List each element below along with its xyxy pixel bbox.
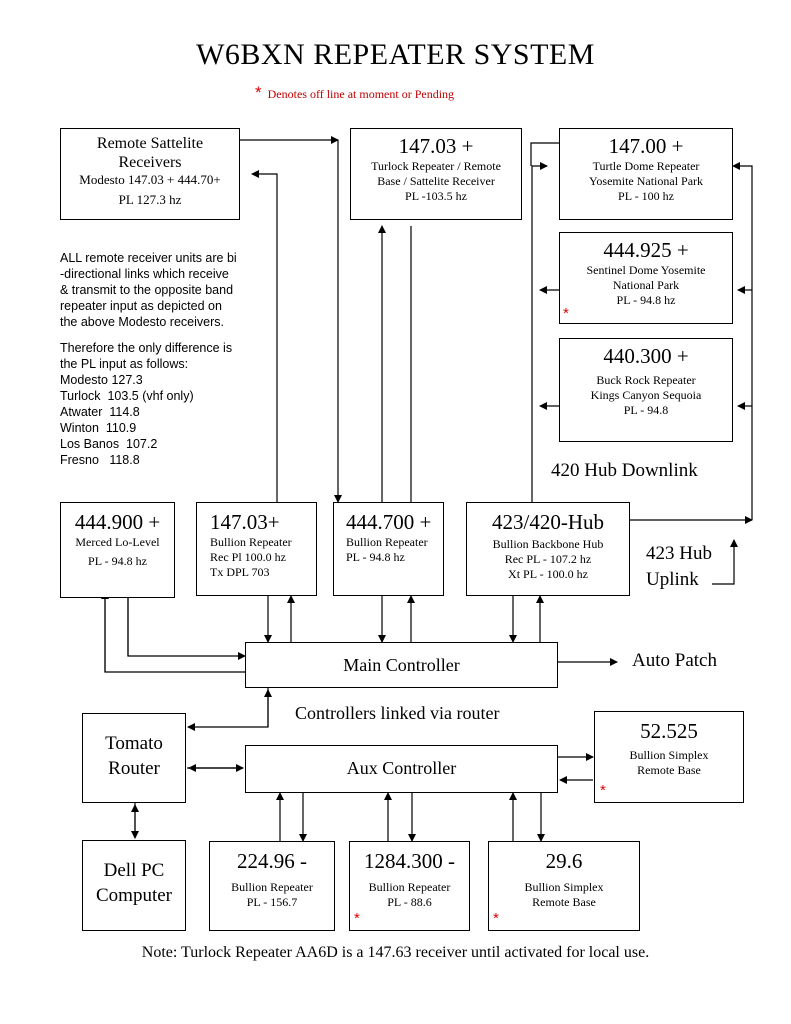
page-title: W6BXN REPEATER SYSTEM: [196, 38, 595, 71]
dell-pc-box: [82, 840, 186, 931]
tomato-router-line2: Router: [108, 758, 160, 779]
wire-right-to-turtle: [733, 166, 752, 520]
pl-list-item: Fresno 118.8: [60, 453, 140, 467]
merced-line1: Merced Lo-Level: [75, 535, 160, 549]
sentinel-dome-line1: Sentinel Dome Yosemite: [586, 263, 706, 277]
simplex-52-box: [594, 711, 744, 803]
pl-list-item: Turlock 103.5 (vhf only): [60, 389, 194, 403]
hub-423-line2: Rec PL - 107.2 hz: [504, 552, 592, 566]
bullion-147-box: [196, 502, 317, 596]
tomato-router-line1: Tomato: [105, 733, 163, 754]
remote-satellite-box: [60, 128, 240, 220]
bullion-1284-line1: Bullion Repeater: [368, 880, 451, 894]
turtle-dome-line1: Turtle Dome Repeater: [592, 159, 700, 173]
dell-pc-line1: Dell PC: [103, 860, 165, 881]
bullion-1284-freq: 1284.300 -: [364, 849, 455, 873]
simplex-29-freq: 29.6: [545, 849, 583, 873]
main-controller-box: [245, 642, 558, 688]
simplex-29-offline-star: *: [493, 910, 499, 927]
remote-satellite-line2: Receivers: [118, 154, 182, 171]
sentinel-dome-pl: PL - 94.8 hz: [616, 293, 676, 307]
hub-downlink-label: 420 Hub Downlink: [551, 460, 698, 481]
turlock-pl: PL -103.5 hz: [405, 189, 467, 203]
wire-merced-main-b: [128, 598, 245, 656]
bullion-1284-pl: PL - 88.6: [387, 895, 432, 909]
buck-rock-line2: Kings Canyon Sequoia: [590, 388, 702, 402]
legend-text: Denotes off line at moment or Pending: [267, 87, 455, 101]
pl-list: [60, 372, 290, 468]
buck-rock-pl: PL - 94.8: [623, 403, 669, 417]
hub-uplink-label-line2: Uplink: [646, 569, 699, 590]
legend-star: *: [255, 83, 262, 102]
footer-note: Note: Turlock Repeater AA6D is a 147.63 receiver until activated for local use.: [141, 944, 650, 961]
turlock-line2: Base / Sattelite Receiver: [377, 174, 495, 188]
hub-uplink-label-line1: 423 Hub: [646, 543, 712, 564]
info-note-para1: ALL remote receiver units are bi -directional links which receive & transmit to the opposite band repeater input as depicted on the above Modesto receivers.: [60, 251, 237, 329]
sentinel-dome-box: [559, 232, 733, 324]
hub-423-line3: Xt PL - 100.0 hz: [508, 567, 588, 581]
bullion-444-pl: PL - 94.8 hz: [346, 550, 405, 564]
wire-turtle-to-hub: [531, 143, 559, 166]
bullion-444-box: [333, 502, 444, 596]
legend: [255, 83, 454, 103]
aux-controller-label: Aux Controller: [346, 758, 457, 778]
merced-freq: 444.900 +: [74, 510, 161, 534]
bullion-224-freq: 224.96 -: [237, 849, 307, 873]
bullion-444-line1: Bullion Repeater: [346, 535, 428, 549]
turtle-dome-box: [559, 128, 733, 220]
simplex-52-line2: Remote Base: [637, 763, 701, 777]
pl-list-item: Atwater 114.8: [60, 405, 140, 419]
merced-box: [60, 502, 175, 598]
aux-controller-box: [245, 745, 558, 793]
turtle-dome-pl: PL - 100 hz: [618, 189, 674, 203]
dell-pc-line2: Computer: [96, 885, 172, 906]
buck-rock-line1: Buck Rock Repeater: [596, 373, 696, 387]
pl-list-item: Modesto 127.3: [60, 373, 143, 387]
auto-patch-label: Auto Patch: [632, 650, 717, 671]
bullion-224-line1: Bullion Repeater: [231, 880, 313, 894]
wire-main-router: [188, 688, 268, 727]
sentinel-dome-offline-star: *: [563, 305, 569, 322]
tomato-router-box: [82, 713, 186, 803]
bullion-147-line1: Bullion Repeater: [210, 535, 292, 549]
hub-423-box: [466, 502, 630, 596]
wire-merced-main-a: [105, 598, 245, 672]
router-link-label: Controllers linked via router: [295, 703, 500, 723]
pl-list-item: Los Banos 107.2: [60, 437, 158, 451]
turlock-freq: 147.03 +: [398, 134, 474, 158]
simplex-29-line2: Remote Base: [532, 895, 596, 909]
info-note: [60, 250, 290, 468]
turlock-line1: Turlock Repeater / Remote: [371, 159, 501, 173]
remote-satellite-pl: PL 127.3 hz: [118, 192, 182, 207]
turtle-dome-line2: Yosemite National Park: [588, 174, 704, 188]
info-note-para2: Therefore the only difference is the PL input as follows:: [60, 341, 233, 371]
bullion-147-line3: Tx DPL 703: [210, 565, 270, 579]
bullion-224-pl: PL - 156.7: [246, 895, 298, 909]
simplex-52-offline-star: *: [600, 782, 606, 799]
hub-423-freq: 423/420-Hub: [492, 510, 604, 534]
sentinel-dome-line2: National Park: [612, 278, 680, 292]
sentinel-dome-freq: 444.925 +: [603, 238, 689, 262]
turtle-dome-freq: 147.00 +: [608, 134, 684, 158]
bullion-444-freq: 444.700 +: [346, 510, 432, 534]
buck-rock-box: [559, 338, 733, 442]
simplex-29-line1: Bullion Simplex: [524, 880, 604, 894]
simplex-52-line1: Bullion Simplex: [629, 748, 709, 762]
remote-satellite-freqs: Modesto 147.03 + 444.70+: [79, 172, 221, 187]
wire-hub-to-turtle: [532, 166, 547, 502]
bullion-147-freq: 147.03+: [210, 510, 280, 534]
bullion-1284-box: [349, 841, 470, 931]
merced-pl: PL - 94.8 hz: [88, 554, 147, 568]
simplex-52-freq: 52.525: [640, 719, 698, 743]
main-controller-label: Main Controller: [343, 655, 460, 675]
pl-list-item: Winton 110.9: [60, 421, 137, 435]
hub-423-line1: Bullion Backbone Hub: [492, 537, 604, 551]
buck-rock-freq: 440.300 +: [603, 344, 689, 368]
bullion-147-line2: Rec Pl 100.0 hz: [210, 550, 286, 564]
wire-uplink-arrow: [712, 540, 734, 584]
turlock-box: [350, 128, 522, 220]
simplex-29-box: [488, 841, 640, 931]
remote-satellite-line1: Remote Sattelite: [96, 135, 204, 152]
bullion-224-box: [209, 841, 335, 931]
bullion-1284-offline-star: *: [354, 910, 360, 927]
